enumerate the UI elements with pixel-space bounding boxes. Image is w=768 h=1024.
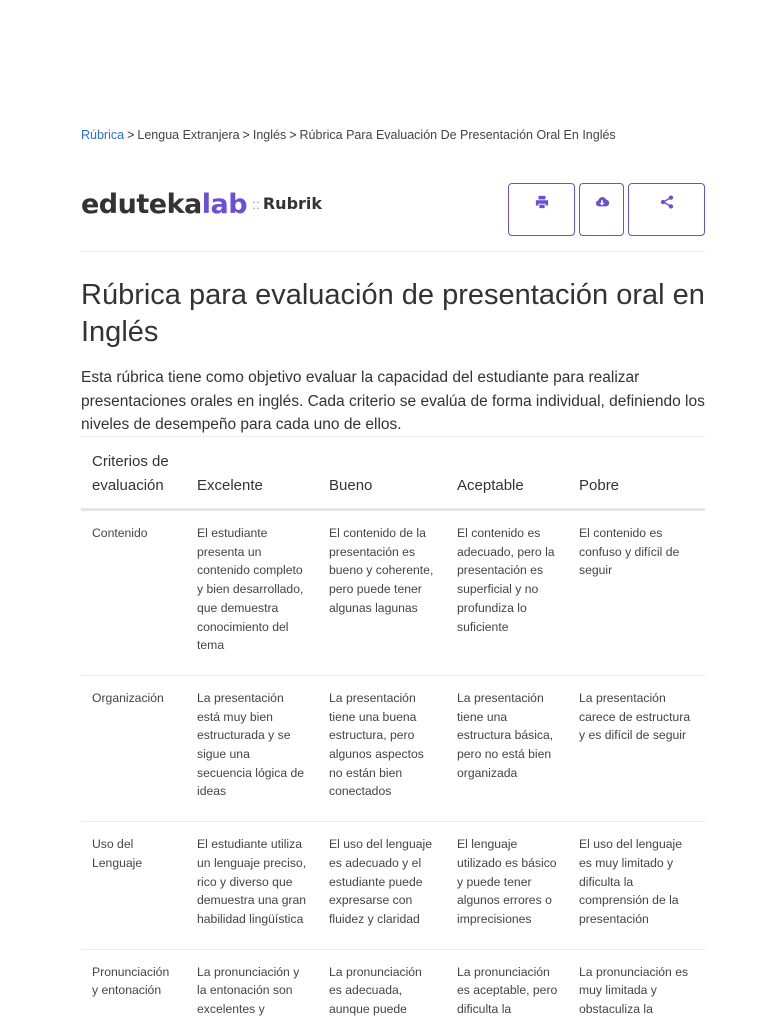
table-row xyxy=(81,675,705,821)
logo-separator: :: xyxy=(252,196,260,212)
table-cell: El contenido es confuso y difícil de seguir xyxy=(568,510,705,676)
table-cell: La presentación tiene una estructura básica, pero no está bien organizada xyxy=(446,675,568,821)
page-title: Rúbrica para evaluación de presentación oral en Inglés xyxy=(81,279,705,348)
rubric-table xyxy=(81,437,705,1024)
rubric-table-container xyxy=(81,436,705,1024)
table-row xyxy=(81,822,705,950)
table-row xyxy=(81,510,705,676)
table-cell: El contenido de la presentación es bueno y coherente, pero puede tener algunas lagunas xyxy=(318,510,446,676)
table-cell: El uso del lenguaje es adecuado y el estudiante puede expresarse con fluidez y claridad xyxy=(318,822,446,950)
table-cell-criterion: Pronunciación y entonación xyxy=(81,949,186,1024)
table-row xyxy=(81,949,705,1024)
logo-text-lab: lab xyxy=(201,189,248,220)
table-cell: El uso del lenguaje es muy limitado y dificulta la comprensión de la presentación xyxy=(568,822,705,950)
header-divider xyxy=(81,251,705,252)
breadcrumb-item-ingles[interactable]: Inglés xyxy=(252,128,287,142)
site-header xyxy=(81,183,705,237)
header-excelente: Excelente xyxy=(186,437,318,510)
table-cell: La presentación tiene una buena estructura, pero algunos aspectos no están bien conectados xyxy=(318,675,446,821)
download-button[interactable] xyxy=(579,183,624,236)
logo-text-rubrik: Rubrik xyxy=(262,194,323,213)
table-cell: La presentación carece de estructura y es difícil de seguir xyxy=(568,675,705,821)
breadcrumb-separator: > xyxy=(289,128,297,142)
breadcrumb-separator: > xyxy=(242,128,250,142)
table-cell-criterion: Contenido xyxy=(81,510,186,676)
logo-text-eduteka: eduteka xyxy=(81,189,202,220)
breadcrumb-item-lengua-extranjera[interactable]: Lengua Extranjera xyxy=(137,128,240,142)
table-cell: La presentación está muy bien estructurada y se sigue una secuencia lógica de ideas xyxy=(186,675,318,821)
eduteka-lab-logo[interactable] xyxy=(81,189,322,220)
breadcrumb xyxy=(81,128,616,142)
table-cell: La pronunciación es adecuada, aunque puede xyxy=(318,949,446,1024)
cloud-download-icon xyxy=(595,195,609,209)
table-header-row xyxy=(81,437,705,510)
table-cell-criterion: Uso del Lenguaje xyxy=(81,822,186,950)
printer-icon xyxy=(535,195,549,209)
header-criterios: Criterios de evaluación xyxy=(81,437,186,510)
table-cell: El lenguaje utilizado es básico y puede tener algunos errores o imprecisiones xyxy=(446,822,568,950)
breadcrumb-item-current: Rúbrica Para Evaluación De Presentación Oral En Inglés xyxy=(299,128,616,142)
table-cell: La pronunciación es muy limitada y obstaculiza la xyxy=(568,949,705,1024)
table-cell: La pronunciación es aceptable, pero dificulta la xyxy=(446,949,568,1024)
table-cell: El estudiante utiliza un lenguaje preciso, rico y diverso que demuestra una gran habilidad lingüística xyxy=(186,822,318,950)
header-aceptable: Aceptable xyxy=(446,437,568,510)
table-cell: El contenido es adecuado, pero la presentación es superficial y no profundiza lo suficiente xyxy=(446,510,568,676)
action-buttons xyxy=(508,183,705,236)
breadcrumb-separator: > xyxy=(127,128,135,142)
table-cell: La pronunciación y la entonación son excelentes y xyxy=(186,949,318,1024)
share-button[interactable] xyxy=(628,183,705,236)
print-button[interactable] xyxy=(508,183,575,236)
share-icon xyxy=(660,195,674,209)
header-pobre: Pobre xyxy=(568,437,705,510)
header-bueno: Bueno xyxy=(318,437,446,510)
table-cell-criterion: Organización xyxy=(81,675,186,821)
breadcrumb-link-rubrica[interactable]: Rúbrica xyxy=(81,128,125,142)
page-description: Esta rúbrica tiene como objetivo evaluar la capacidad del estudiante para realizar presentaciones orales en inglés. Cada criterio se evalúa de forma individual, definiendo los niveles de desempeño para cada uno de ellos. xyxy=(81,369,705,433)
table-cell: El estudiante presenta un contenido completo y bien desarrollado, que demuestra conocimiento del tema xyxy=(186,510,318,676)
